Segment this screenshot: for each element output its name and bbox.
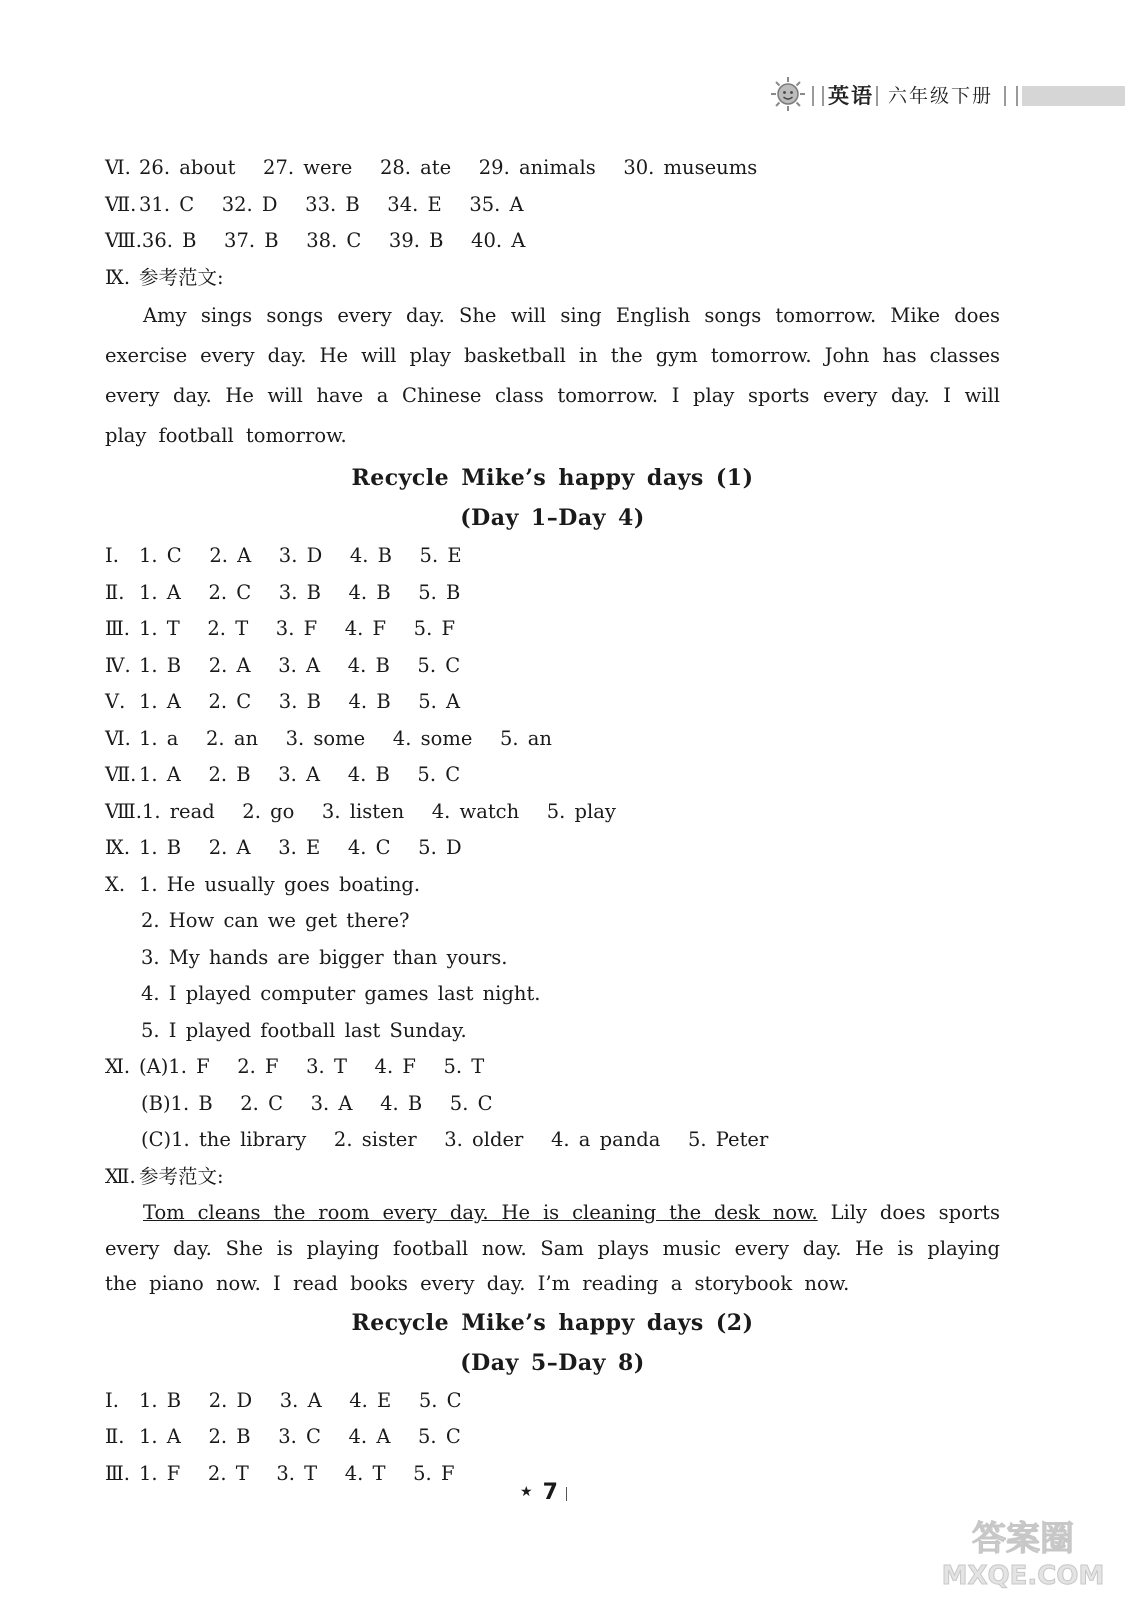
answer-line: 3. My hands are bigger than yours. xyxy=(141,945,508,969)
section-number: Ⅸ. xyxy=(105,265,131,289)
answer-line xyxy=(105,150,1000,187)
answer-line xyxy=(105,1049,1000,1086)
section-number: Ⅳ. xyxy=(105,653,131,677)
section-number: Ⅴ. xyxy=(105,690,126,713)
section-number: Ⅲ. xyxy=(105,1461,131,1485)
answer-line xyxy=(105,260,1000,297)
answer-line: 4. I played computer games last night. xyxy=(141,982,541,1005)
answer-text: 31. C 32. D 33. B 34. E 35. A xyxy=(139,192,524,216)
answer-line xyxy=(105,575,1000,612)
page-number-text: 7 xyxy=(542,1480,558,1505)
answer-line xyxy=(105,867,1000,904)
section-number: Ⅵ. xyxy=(105,156,131,179)
header-grey-bar xyxy=(1022,86,1125,106)
answer-line xyxy=(105,187,1000,224)
answer-line xyxy=(105,611,1000,648)
essay-underlined-text: Tom cleans the room every day. He is cleaning the desk now. xyxy=(143,1201,818,1224)
essay-text: Lily does sports every day. She is playing football now. Sam plays music every day. He is playing the piano now. I read books every day. I’m reading a storybook now. xyxy=(105,1201,1000,1295)
answer-text: 1. He usually goes boating. xyxy=(139,872,421,896)
section-number: Ⅻ. xyxy=(105,1164,136,1188)
sun-icon xyxy=(770,76,806,112)
answer-text: 1. T 2. T 3. F 4. F 5. F xyxy=(139,617,456,640)
section-title: Recycle Mike’s happy days (1) xyxy=(351,465,754,491)
answer-content xyxy=(105,150,1000,1492)
section-number: Ⅷ. xyxy=(105,799,142,823)
section-number: Ⅵ. xyxy=(105,726,131,750)
answer-line xyxy=(105,1159,1000,1196)
answer-text: 1. B 2. A 3. A 4. B 5. C xyxy=(139,653,461,677)
answer-text: 1. A 2. B 3. C 4. A 5. C xyxy=(139,1425,461,1448)
page-number xyxy=(520,1480,567,1505)
answer-line xyxy=(105,794,1000,831)
answer-line: 5. I played football last Sunday. xyxy=(141,1018,467,1042)
answer-text: 1. read 2. go 3. listen 4. watch 5. play xyxy=(141,799,616,823)
section-number: Ⅰ. xyxy=(105,1388,119,1412)
answer-line xyxy=(105,757,1000,794)
answer-text: 参考范文: xyxy=(139,1164,224,1188)
grade-label: 六年级下册 xyxy=(888,85,994,107)
answer-line xyxy=(105,684,1000,721)
answer-line xyxy=(105,223,1000,260)
answer-text: 1. A 2. C 3. B 4. B 5. B xyxy=(139,580,461,604)
watermark-logo xyxy=(936,1512,1111,1592)
answer-text: (A)1. F 2. F 3. T 4. F 5. T xyxy=(139,1055,485,1078)
sample-essay xyxy=(105,1195,1000,1302)
section-title: Recycle Mike’s happy days (2) xyxy=(351,1309,754,1336)
page-header xyxy=(760,72,1125,118)
section-number: Ⅱ. xyxy=(105,580,125,604)
answer-line: 2. How can we get there? xyxy=(141,909,410,932)
answer-text: 1. B 2. A 3. E 4. C 5. D xyxy=(139,836,462,859)
answer-line xyxy=(105,1383,1000,1420)
section-number: Ⅱ. xyxy=(105,1425,125,1448)
star-icon: ★ xyxy=(520,1484,533,1500)
section-subtitle: (Day 5–Day 8) xyxy=(460,1349,645,1376)
watermark-text-bottom: MXQE.COM xyxy=(941,1561,1105,1591)
section-number: Ⅷ. xyxy=(105,229,142,252)
answer-line xyxy=(105,648,1000,685)
answer-line xyxy=(105,1419,1000,1456)
answer-line: (B)1. B 2. C 3. A 4. B 5. C xyxy=(141,1091,493,1115)
section-subtitle: (Day 1–Day 4) xyxy=(460,505,645,531)
section-number: Ⅶ. xyxy=(105,763,137,786)
header-divider xyxy=(812,86,824,106)
answer-line xyxy=(105,721,1000,758)
header-divider xyxy=(876,86,878,106)
section-number: Ⅸ. xyxy=(105,836,131,859)
answer-text: 1. B 2. D 3. A 4. E 5. C xyxy=(139,1388,462,1412)
answer-text: 1. a 2. an 3. some 4. some 5. an xyxy=(139,726,552,750)
section-number: Ⅲ. xyxy=(105,617,131,640)
sample-essay: Amy sings songs every day. She will sing English songs tomorrow. Mike does exercise every day. He will play basketball in the gym tomorrow. John has classes every day. He will have a Chinese class tomorrow. I play sports every day. I will play football tomorrow. xyxy=(105,304,1000,447)
section-number: Ⅹ. xyxy=(105,872,126,896)
watermark-text-top: 答案圈 xyxy=(972,1519,1074,1559)
section-number: Ⅰ. xyxy=(105,544,119,567)
answer-text: 1. A 2. C 3. B 4. B 5. A xyxy=(139,690,461,713)
answer-text: 参考范文: xyxy=(139,265,224,289)
page-number-tick xyxy=(566,1487,567,1501)
answer-text: 36. B 37. B 38. C 39. B 40. A xyxy=(141,229,526,252)
section-number: Ⅶ. xyxy=(105,192,137,216)
answer-line xyxy=(105,830,1000,867)
section-number: Ⅺ. xyxy=(105,1055,131,1078)
answer-text: 26. about 27. were 28. ate 29. animals 30. museums xyxy=(139,156,758,179)
answer-text: 1. C 2. A 3. D 4. B 5. E xyxy=(139,544,462,567)
answer-line xyxy=(105,538,1000,575)
answer-text: 1. F 2. T 3. T 4. T 5. F xyxy=(139,1461,455,1485)
header-divider xyxy=(1004,86,1018,106)
answer-line: (C)1. the library 2. sister 3. older 4. a panda 5. Peter xyxy=(141,1128,769,1151)
answer-text: 1. A 2. B 3. A 4. B 5. C xyxy=(139,763,461,786)
subject-label: 英语 xyxy=(828,84,874,108)
